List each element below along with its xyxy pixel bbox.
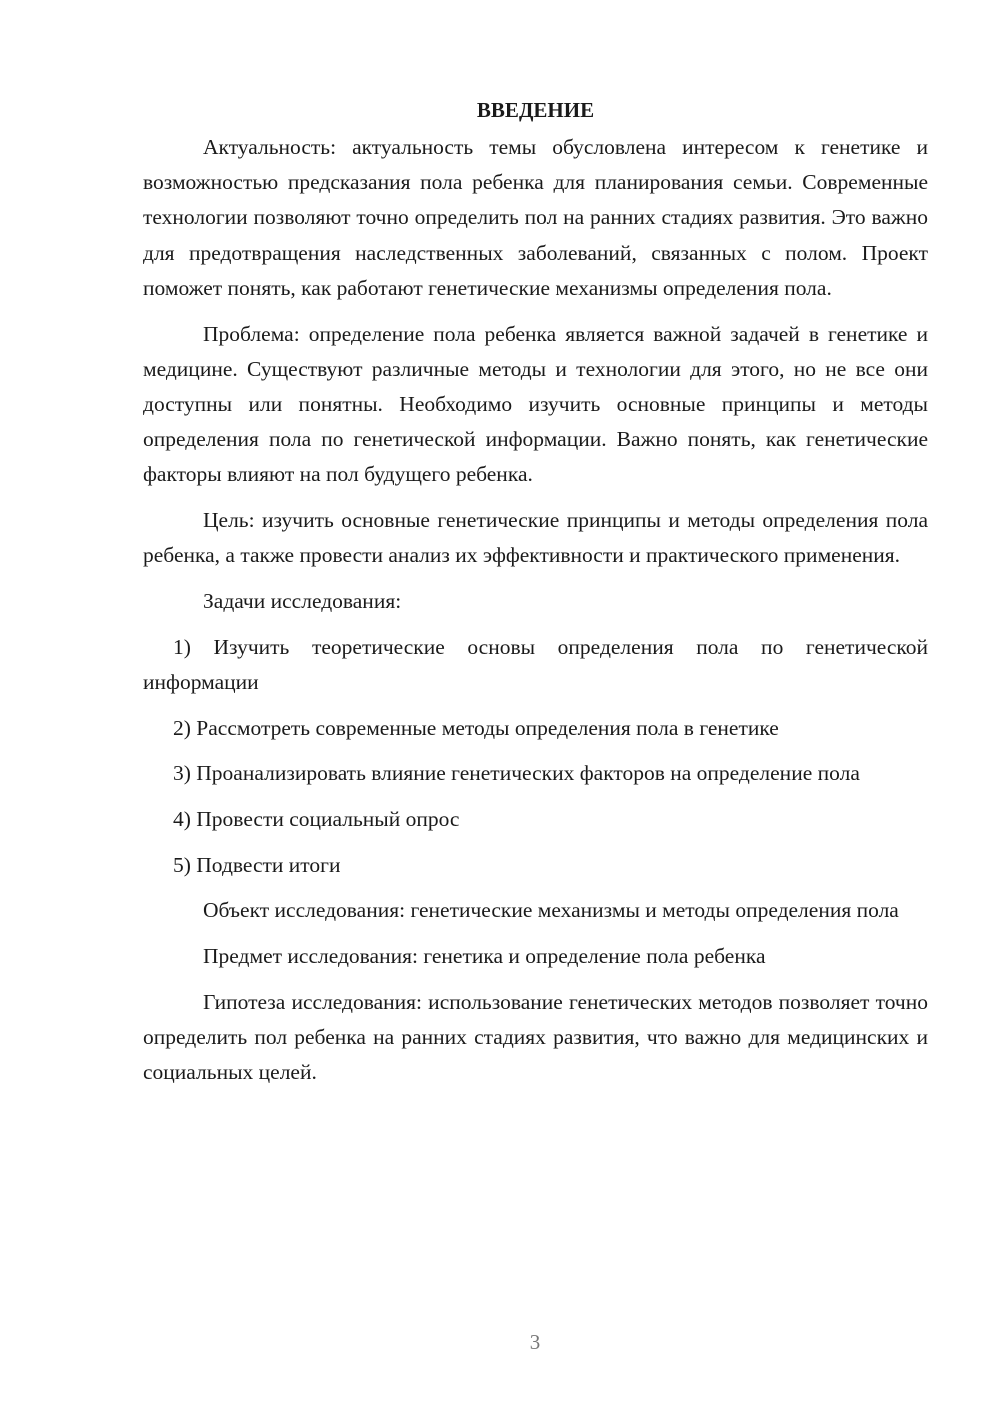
page-number: 3 [529,1330,541,1354]
task-item: 3) Проанализировать влияние генетических факторов на определение пола [173,761,860,786]
goal-paragraph: Цель: изучить основные генетические принципы и методы определения пола ребенка, а также провести анализ их эффективности и практического применения. [143,508,928,568]
research-object: Объект исследования: генетические механизмы и методы определения пола [203,898,899,923]
tasks-heading: Задачи исследования: [203,588,402,613]
problem-paragraph: Проблема: определение пола ребенка является важной задачей в генетике и медицине. Существуют различные методы и технологии для этого, но не все они доступны или понятны. Необходимо изучить основные принципы и методы определения пола по генетической информации. Важно понять, как генетические факторы влияют на пол будущего ребенка. [143,321,928,487]
research-hypothesis: Гипотеза исследования: использование генетических методов позволяет точно определить пол ребенка на ранних стадиях развития, что важно для медицинских и социальных целей. [143,989,928,1085]
research-subject: Предмет исследования: генетика и определение пола ребенка [203,944,766,969]
relevance-paragraph: Актуальность: актуальность темы обусловлена интересом к генетике и возможностью предсказания пола ребенка для планирования семьи. Современные технологии позволяют точно определить пол на ранних стадиях развития. Это важно для предотвращения наследственных заболеваний, связанных с полом. Проект поможет понять, как работают генетические механизмы определения пола. [143,135,928,300]
document-page [143,90,928,1101]
task-item: 2) Рассмотреть современные методы определения пола в генетике [173,715,779,740]
task-item: 4) Провести социальный опрос [173,806,460,831]
section-title: ВВЕДЕНИЕ [476,98,595,122]
task-item: 5) Подвести итоги [173,852,341,877]
task-item: 1) Изучить теоретические основы определения пола по генетической информации [143,634,928,694]
